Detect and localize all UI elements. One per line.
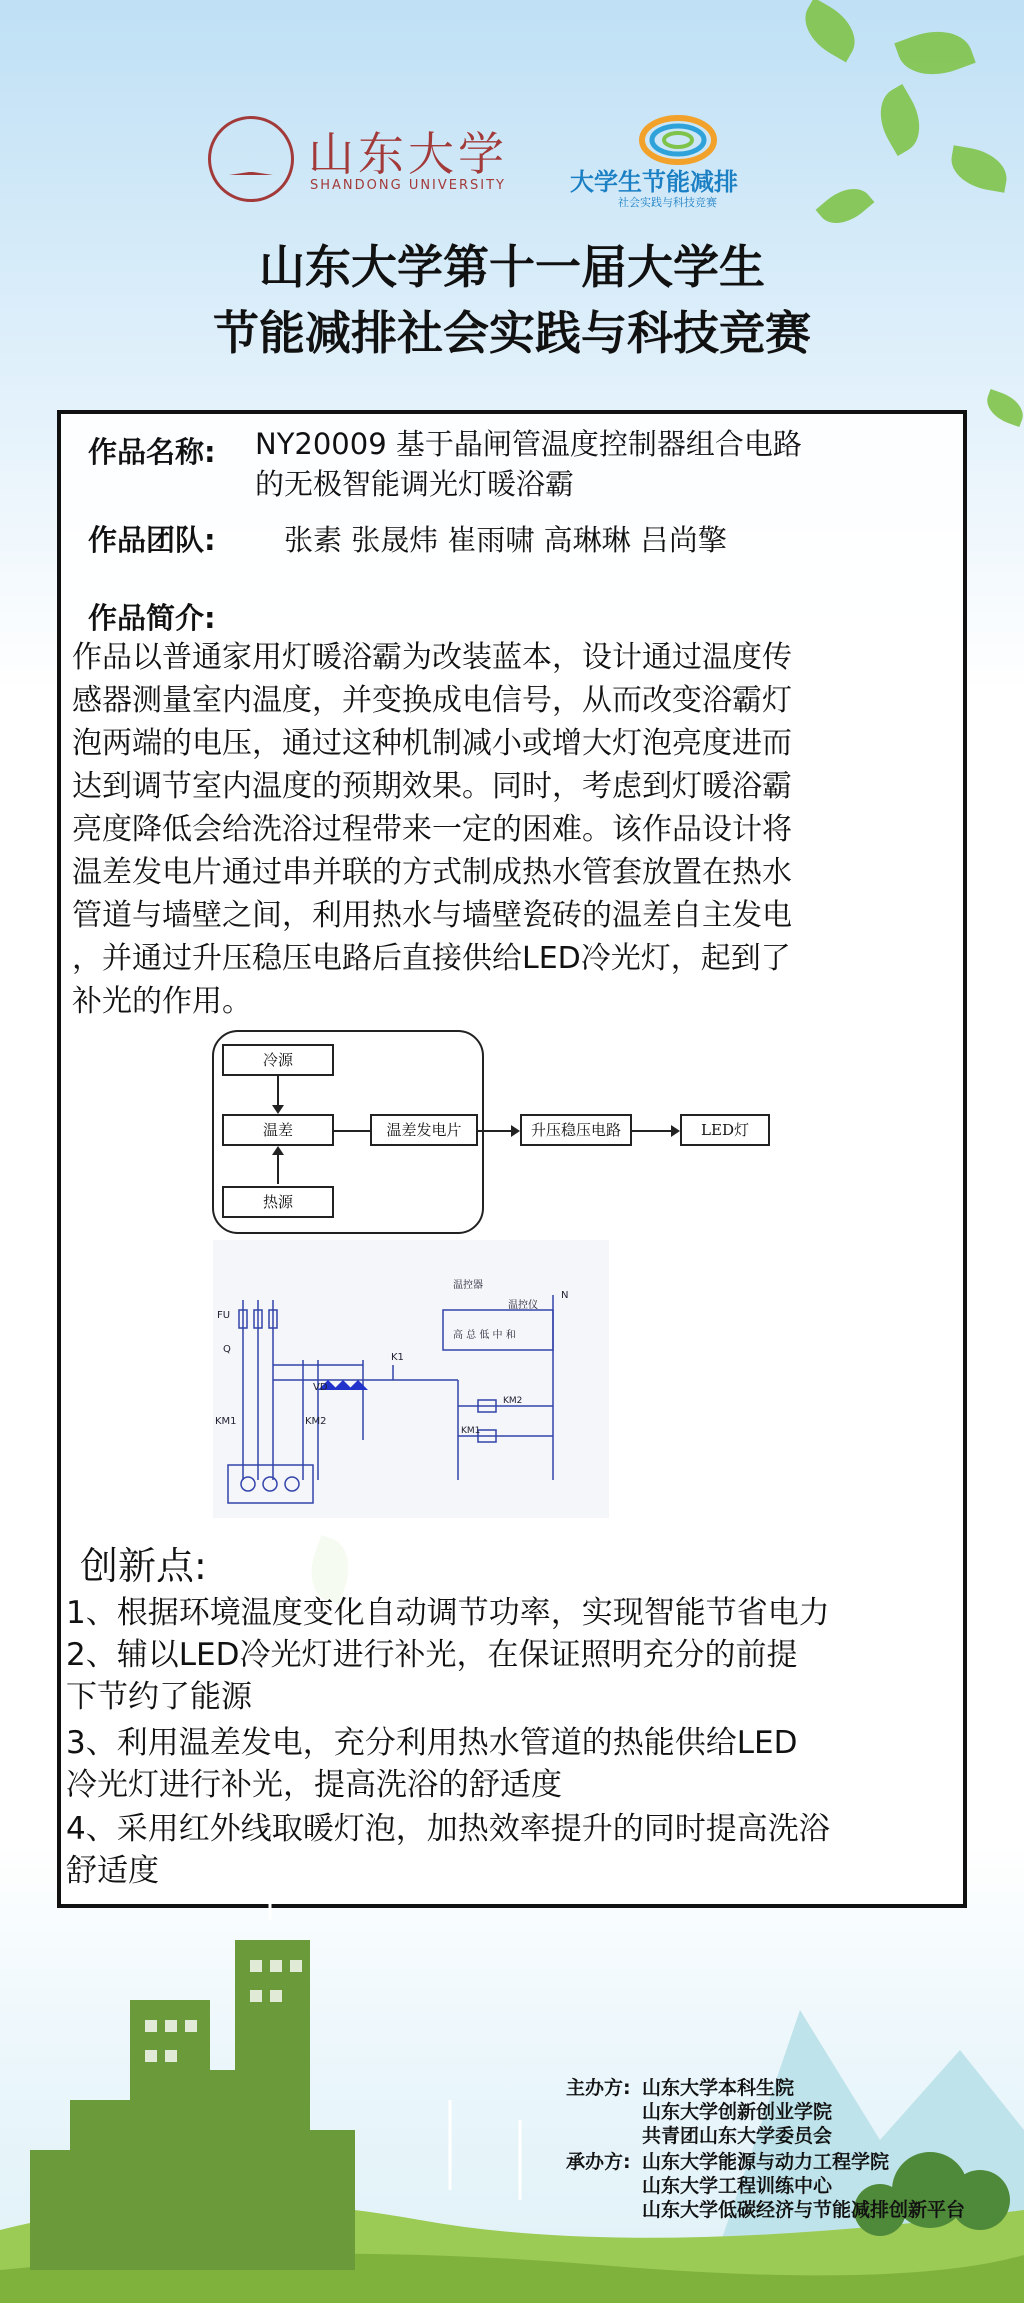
- fuse-label: FU: [217, 1310, 231, 1321]
- intro-line: 补光的作用。: [72, 984, 252, 1019]
- relay-km1-label: KM1: [215, 1416, 237, 1427]
- circuit-schematic: [213, 1240, 609, 1518]
- host-item: 共青团山东大学委员会: [642, 2125, 833, 2147]
- intro-line: ，并通过升压稳压电路后直接供给LED冷光灯，起到了: [72, 941, 791, 976]
- innovation-line: 冷光灯进行补光，提高洗浴的舒适度: [66, 1767, 562, 1803]
- organizer-label: 承办方:: [566, 2151, 631, 2173]
- intro-line: 管道与墙壁之间，利用热水与墙壁瓷砖的温差自主发电: [72, 898, 792, 933]
- block-diagram: [212, 1030, 772, 1235]
- switch-label: Q: [223, 1344, 231, 1355]
- relay-km2-label: KM2: [305, 1416, 327, 1427]
- relay-km1-coil-label: KM1: [461, 1426, 481, 1436]
- intro-line: 亮度降低会给洗浴过程带来一定的困难。该作品设计将: [72, 812, 792, 847]
- organizer-item: 山东大学低碳经济与节能减排创新平台: [642, 2199, 966, 2221]
- innovation-line: 舒适度: [66, 1853, 159, 1889]
- host-item: 山东大学创新创业学院: [642, 2101, 833, 2123]
- arrow-down: [277, 1076, 279, 1112]
- innovation-line: 4、采用红外线取暖灯泡，加热效率提升的同时提高洗浴: [66, 1811, 830, 1847]
- team-label: 作品团队:: [88, 523, 216, 557]
- boost-circuit-box: 升压稳压电路: [520, 1114, 632, 1146]
- innovation-line: 2、辅以LED冷光灯进行补光，在保证照明充分的前提: [66, 1637, 798, 1673]
- heat-source-box: 热源: [222, 1186, 334, 1218]
- innovation-line: 3、利用温差发电，充分利用热水管道的热能供给LED: [66, 1725, 798, 1761]
- team-members: 张素 张晟炜 崔雨啸 高琳琳 吕尚擎: [284, 523, 727, 557]
- cold-source-box: 冷源: [222, 1044, 334, 1076]
- shandong-university-emblem-icon: [208, 116, 294, 202]
- organizer-item: 山东大学能源与动力工程学院: [642, 2151, 890, 2173]
- temp-diff-box: 温差: [222, 1114, 334, 1146]
- intro-label: 作品简介:: [88, 601, 216, 635]
- k1-label: K1: [391, 1352, 404, 1363]
- led-box: LED灯: [680, 1114, 770, 1146]
- innovation-line: 下节约了能源: [66, 1679, 252, 1715]
- green-city-illustration: [0, 1900, 1024, 2303]
- work-name-line1: NY20009 基于晶闸管温度控制器组合电路: [255, 427, 802, 461]
- work-name-line2: 的无极智能调光灯暖浴霸: [255, 467, 575, 501]
- intro-line: 感器测量室内温度，并变换成电信号，从而改变浴霸灯: [72, 683, 792, 718]
- organizer-item: 山东大学工程训练中心: [642, 2175, 833, 2197]
- host-item: 山东大学本科生院: [642, 2077, 795, 2099]
- level-labels: 高 总 低 中 和: [453, 1330, 516, 1341]
- logo-bar: [200, 110, 800, 210]
- circuit-wiring: [213, 1240, 609, 1518]
- intro-text: [72, 636, 962, 1023]
- diode-label: VD: [313, 1382, 328, 1393]
- energy-saving-logo-icon: [630, 110, 726, 170]
- school-name-en: SHANDONG UNIVERSITY: [310, 178, 506, 193]
- arrow-up: [277, 1148, 279, 1184]
- work-name-label: 作品名称:: [88, 435, 216, 469]
- innovation-line: 1、根据环境温度变化自动调节功率，实现智能节省电力: [66, 1595, 830, 1631]
- intro-line: 达到调节室内温度的预期效果。同时，考虑到灯暖浴霸: [72, 769, 792, 804]
- page-title-line2: 节能减排社会实践与科技竞赛: [213, 306, 811, 360]
- neutral-label: N: [561, 1290, 569, 1301]
- page-title-line1: 山东大学第十一届大学生: [259, 240, 765, 294]
- program-subtitle: 社会实践与科技竞赛: [618, 196, 717, 209]
- controller-label: 温控仪: [508, 1300, 538, 1311]
- intro-line: 温差发电片通过串并联的方式制成热水管套放置在热水: [72, 855, 792, 890]
- host-label: 主办方:: [566, 2077, 631, 2099]
- sensor-label: 温控器: [453, 1280, 483, 1291]
- arrow-right: [632, 1130, 678, 1132]
- program-name: 大学生节能减排: [570, 168, 738, 196]
- intro-line: 作品以普通家用灯暖浴霸为改装蓝本，设计通过温度传: [72, 640, 792, 675]
- innovation-heading: 创新点:: [80, 1544, 207, 1588]
- school-name-cn: 山东大学: [308, 127, 508, 181]
- teg-box: 温差发电片: [370, 1114, 478, 1146]
- arrow-right: [478, 1130, 518, 1132]
- intro-line: 泡两端的电压，通过这种机制减小或增大灯泡亮度进而: [72, 726, 792, 761]
- relay-km2-coil-label: KM2: [503, 1396, 523, 1406]
